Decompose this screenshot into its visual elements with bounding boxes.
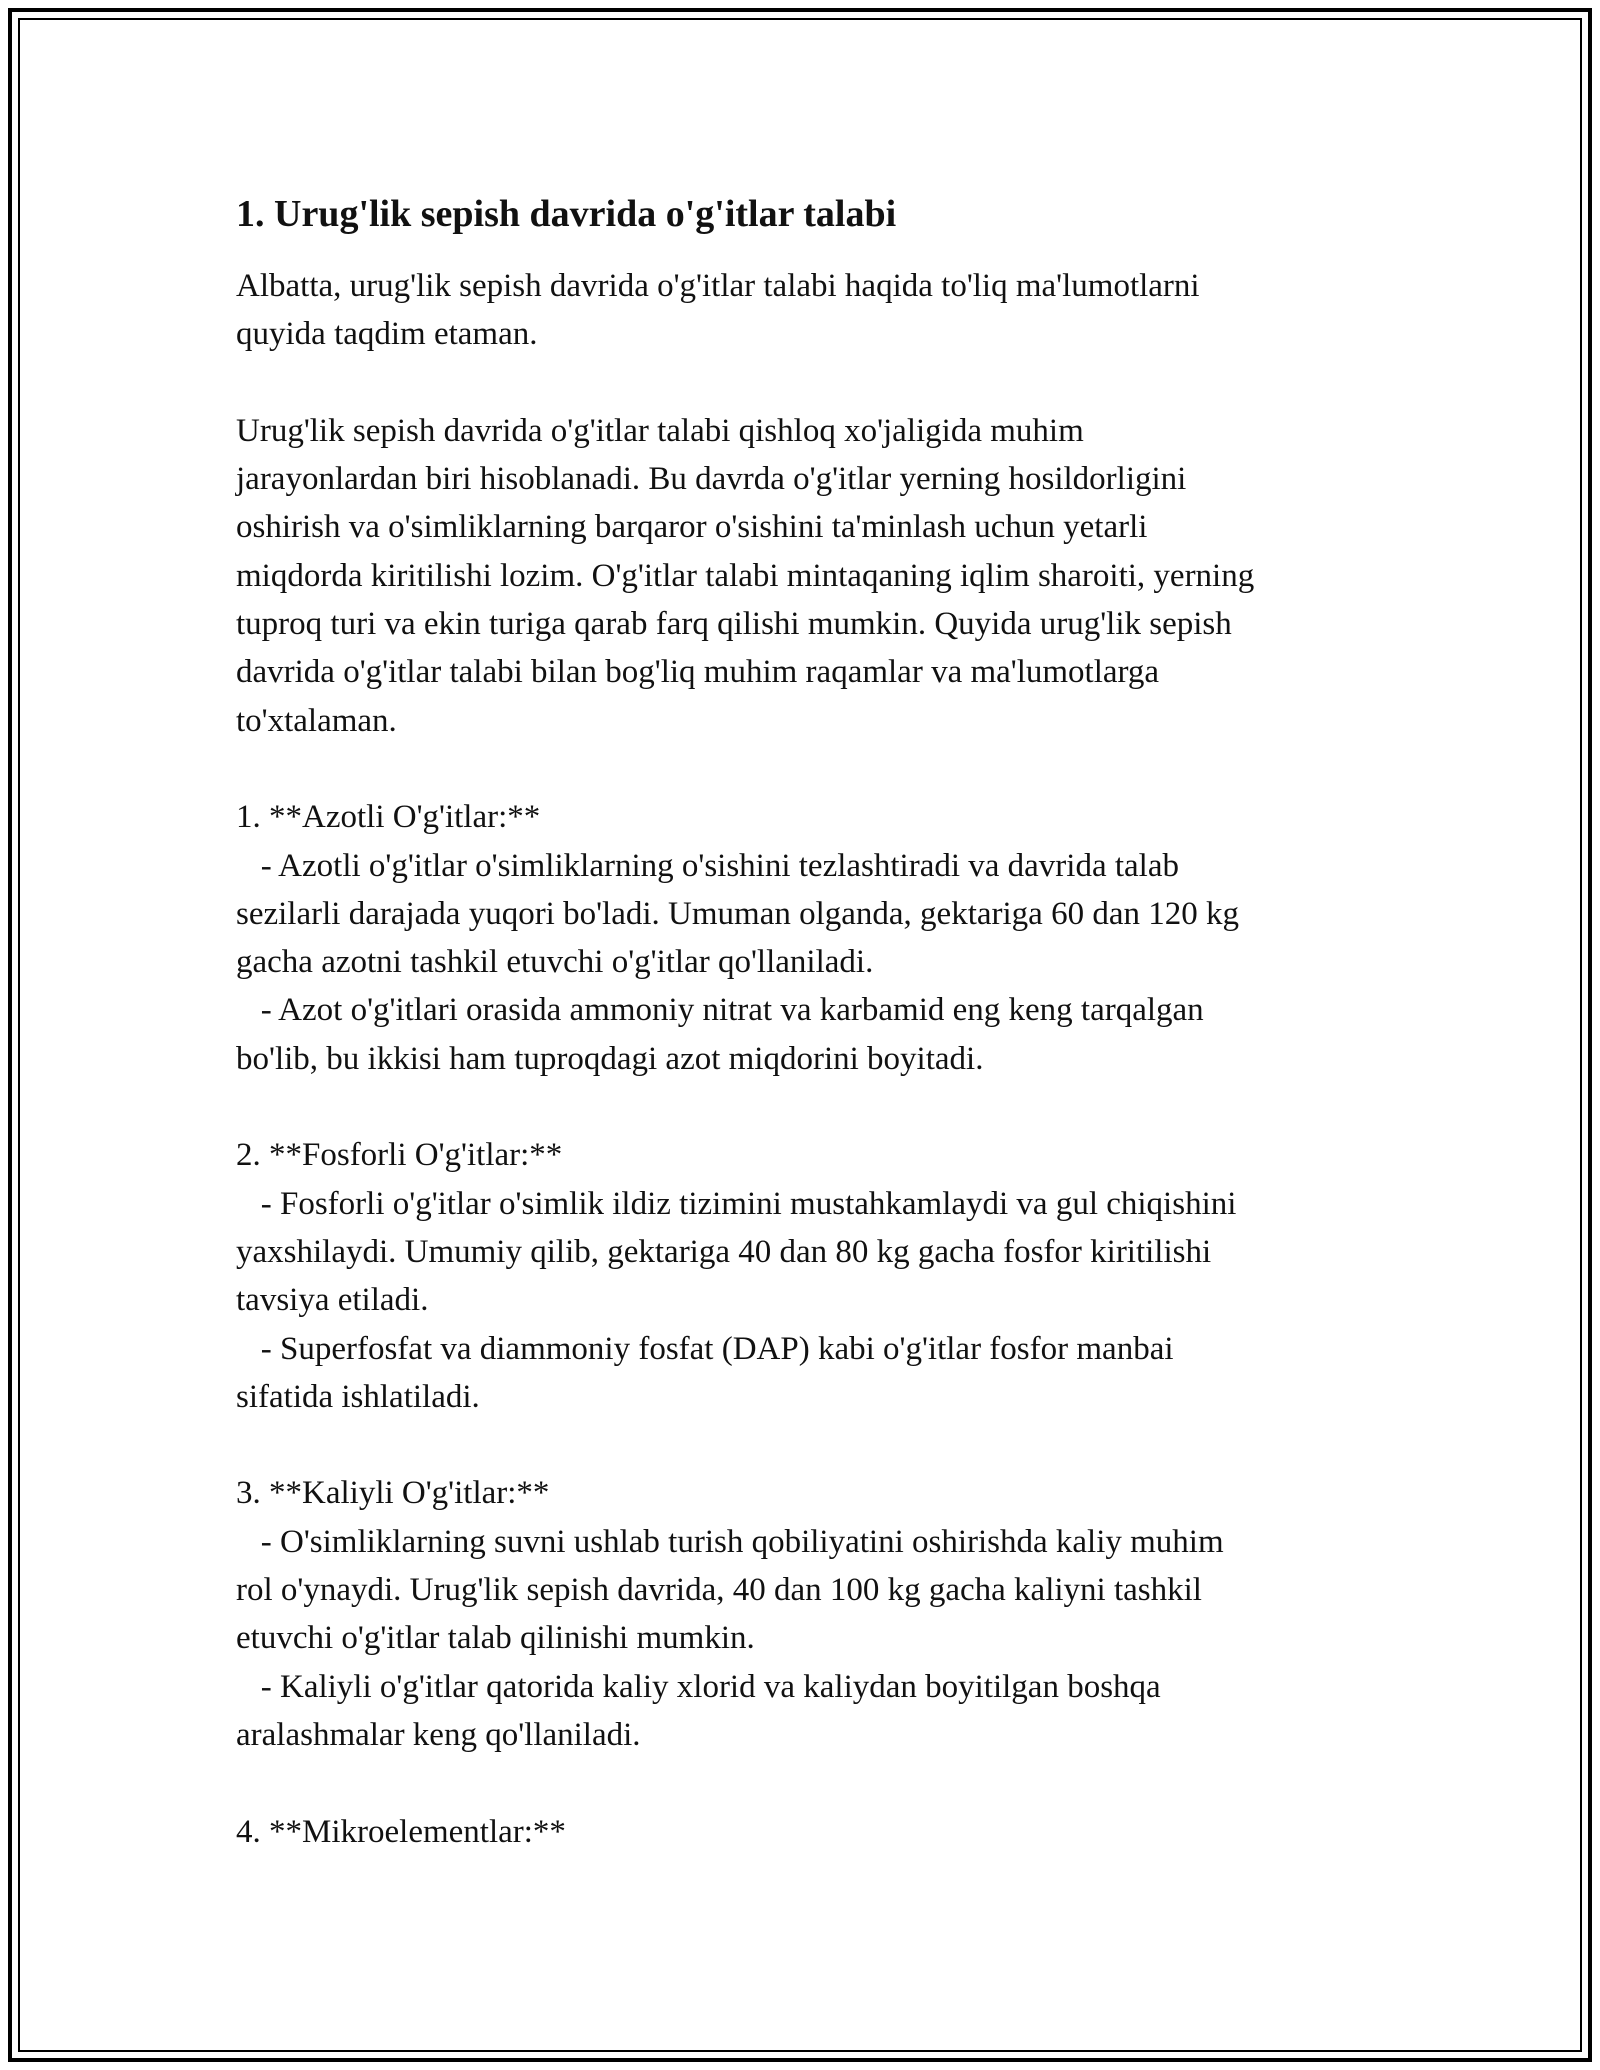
document-title: 1. Urug'lik sepish davrida o'g'itlar talabi xyxy=(236,193,897,235)
document-content xyxy=(236,186,1386,1856)
document-body-text: Albatta, urug'lik sepish davrida o'g'itlar talabi haqida to'liq ma'lumotlarni quyida taqdim etaman. Urug'lik sepish davrida o'g'itlar talabi qishloq xo'jaligida muhim jarayonlardan biri hisoblanadi. Bu davrda o'g'itlar yerning hosildorligini oshirish va o'simliklarning barqaror o'sishini ta'minlash uchun yetarli miqdorda kiritilishi lozim. O'g'itlar talabi mintaqaning iqlim sharoiti, yerning tuproq turi va ekin turiga qarab farq qilishi mumkin. Quyida urug'lik sepish davrida o'g'itlar talabi bilan bog'liq muhim raqamlar va ma'lumotlarga to'xtalaman. 1. **Azotli O'g'itlar:** - Azotli o'g'itlar o'simliklarning o'sishini tezlashtiradi va davrida talab sezilarli darajada yuqori bo'ladi. Umuman olganda, gektariga 60 dan 120 kg gacha azotni tashkil etuvchi o'g'itlar qo'llaniladi. - Azot o'g'itlari orasida ammoniy nitrat va karbamid eng keng tarqalgan bo'lib, bu ikkisi ham tuproqdagi azot miqdorini boyitadi. 2. **Fosforli O'g'itlar:** - Fosforli o'g'itlar o'simlik ildiz tizimini mustahkamlaydi va gul chiqishini yaxshilaydi. Umumiy qilib, gektariga 40 dan 80 kg gacha fosfor kiritilishi tavsiya etiladi. - Superfosfat va diammoniy fosfat (DAP) kabi o'g'itlar fosfor manbai sifatida ishlatiladi. 3. **Kaliyli O'g'itlar:** - O'simliklarning suvni ushlab turish qobiliyatini oshirishda kaliy muhim rol o'ynaydi. Urug'lik sepish davrida, 40 dan 100 kg gacha kaliyni tashkil etuvchi o'g'itlar talab qilinishi mumkin. - Kaliyli o'g'itlar qatorida kaliy xlorid va kaliydan boyitilgan boshqa aralashmalar keng qo'llaniladi. 4. **Mikroelementlar:** xyxy=(236,268,1255,1850)
